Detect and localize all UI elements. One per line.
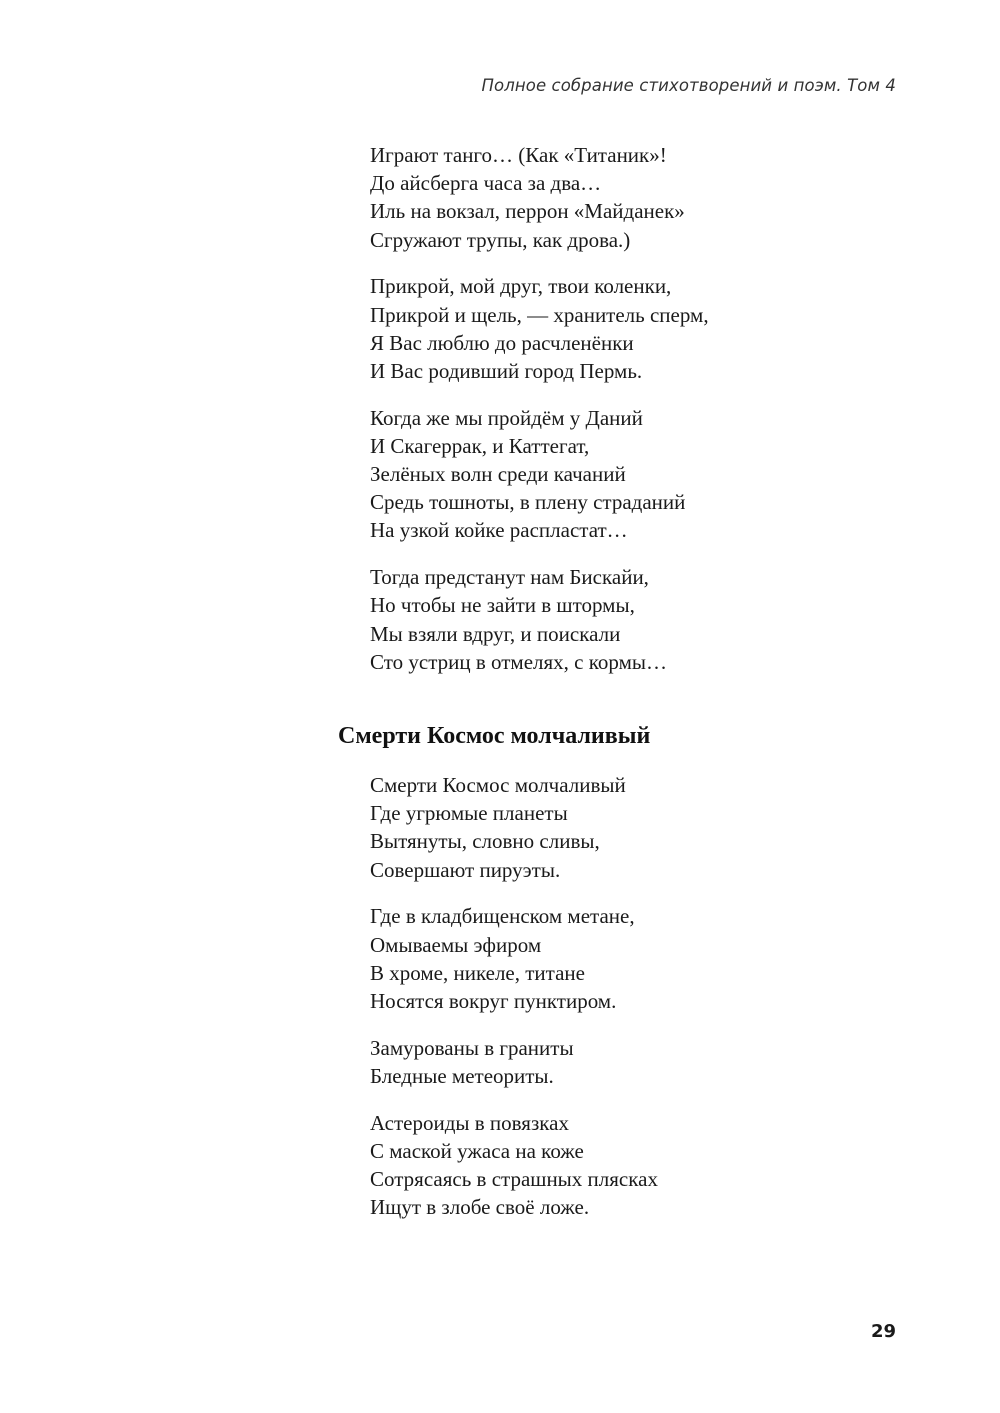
verse-line: Омываемы эфиром bbox=[370, 932, 542, 957]
verse-line: Когда же мы пройдём у Даний bbox=[370, 405, 643, 430]
verse-line: Где угрюмые планеты bbox=[370, 801, 568, 826]
verse-line: Играют танго… (Как «Титаник»! bbox=[370, 143, 667, 167]
verse-line: Прикрой, мой друг, твои коленки, bbox=[370, 274, 672, 299]
poem-body bbox=[370, 771, 658, 1221]
verse-line: Сотрясаясь в страшных плясках bbox=[370, 1166, 658, 1191]
verse-line: Носятся вокруг пунктиром. bbox=[370, 988, 617, 1013]
verse-line: Я Вас люблю до расчленёнки bbox=[370, 330, 634, 355]
verse-line: Прикрой и щель, — хранитель сперм, bbox=[370, 302, 709, 327]
verse-line: Астероиды в повязках bbox=[370, 1110, 569, 1135]
stanza bbox=[370, 1034, 658, 1090]
verse-line: Бледные метеориты. bbox=[370, 1063, 554, 1088]
stanza bbox=[370, 563, 709, 676]
verse-line: Замурованы в граниты bbox=[370, 1035, 574, 1060]
verse-line: Сто устриц в отмелях, с кормы… bbox=[370, 649, 667, 674]
verse-line: Вытянуты, словно сливы, bbox=[370, 829, 600, 854]
verse-line: Мы взяли вдруг, и поискали bbox=[370, 621, 621, 646]
page-number: 29 bbox=[870, 1321, 896, 1342]
verse-line: Ищут в злобе своё ложе. bbox=[370, 1195, 590, 1220]
verse-line: И Скагеррак, и Каттегат, bbox=[370, 433, 590, 458]
poem-continuation bbox=[370, 141, 709, 676]
stanza bbox=[370, 141, 709, 254]
stanza bbox=[370, 272, 709, 385]
stanza bbox=[370, 902, 658, 1015]
verse-line: В хроме, никеле, титане bbox=[370, 960, 585, 985]
verse-line: Иль на вокзал, перрон «Майданек» bbox=[370, 199, 685, 224]
verse-line: Но чтобы не зайти в штормы, bbox=[370, 593, 635, 618]
verse-line: До айсберга часа за два… bbox=[370, 171, 602, 196]
stanza bbox=[370, 1109, 658, 1222]
verse-line: С маской ужаса на коже bbox=[370, 1138, 584, 1163]
verse-line: На узкой койке распластат… bbox=[370, 518, 628, 543]
poem-title: Смерти Космос молчаливый bbox=[338, 723, 651, 749]
verse-line: Где в кладбищенском метане, bbox=[370, 904, 635, 929]
verse-line: Совершают пируэты. bbox=[370, 857, 561, 882]
stanza bbox=[370, 771, 658, 884]
verse-line: Тогда предстанут нам Бискайи, bbox=[370, 565, 649, 590]
verse-line: Смерти Космос молчаливый bbox=[370, 773, 626, 797]
verse-line: Средь тошноты, в плену страданий bbox=[370, 490, 686, 515]
stanza bbox=[370, 404, 709, 545]
running-header: Полное собрание стихотворений и поэм. Том 4 bbox=[481, 76, 896, 95]
verse-line: Сгружают трупы, как дрова.) bbox=[370, 227, 631, 252]
verse-line: Зелёных волн среди качаний bbox=[370, 462, 626, 487]
verse-line: И Вас родивший город Пермь. bbox=[370, 358, 643, 383]
